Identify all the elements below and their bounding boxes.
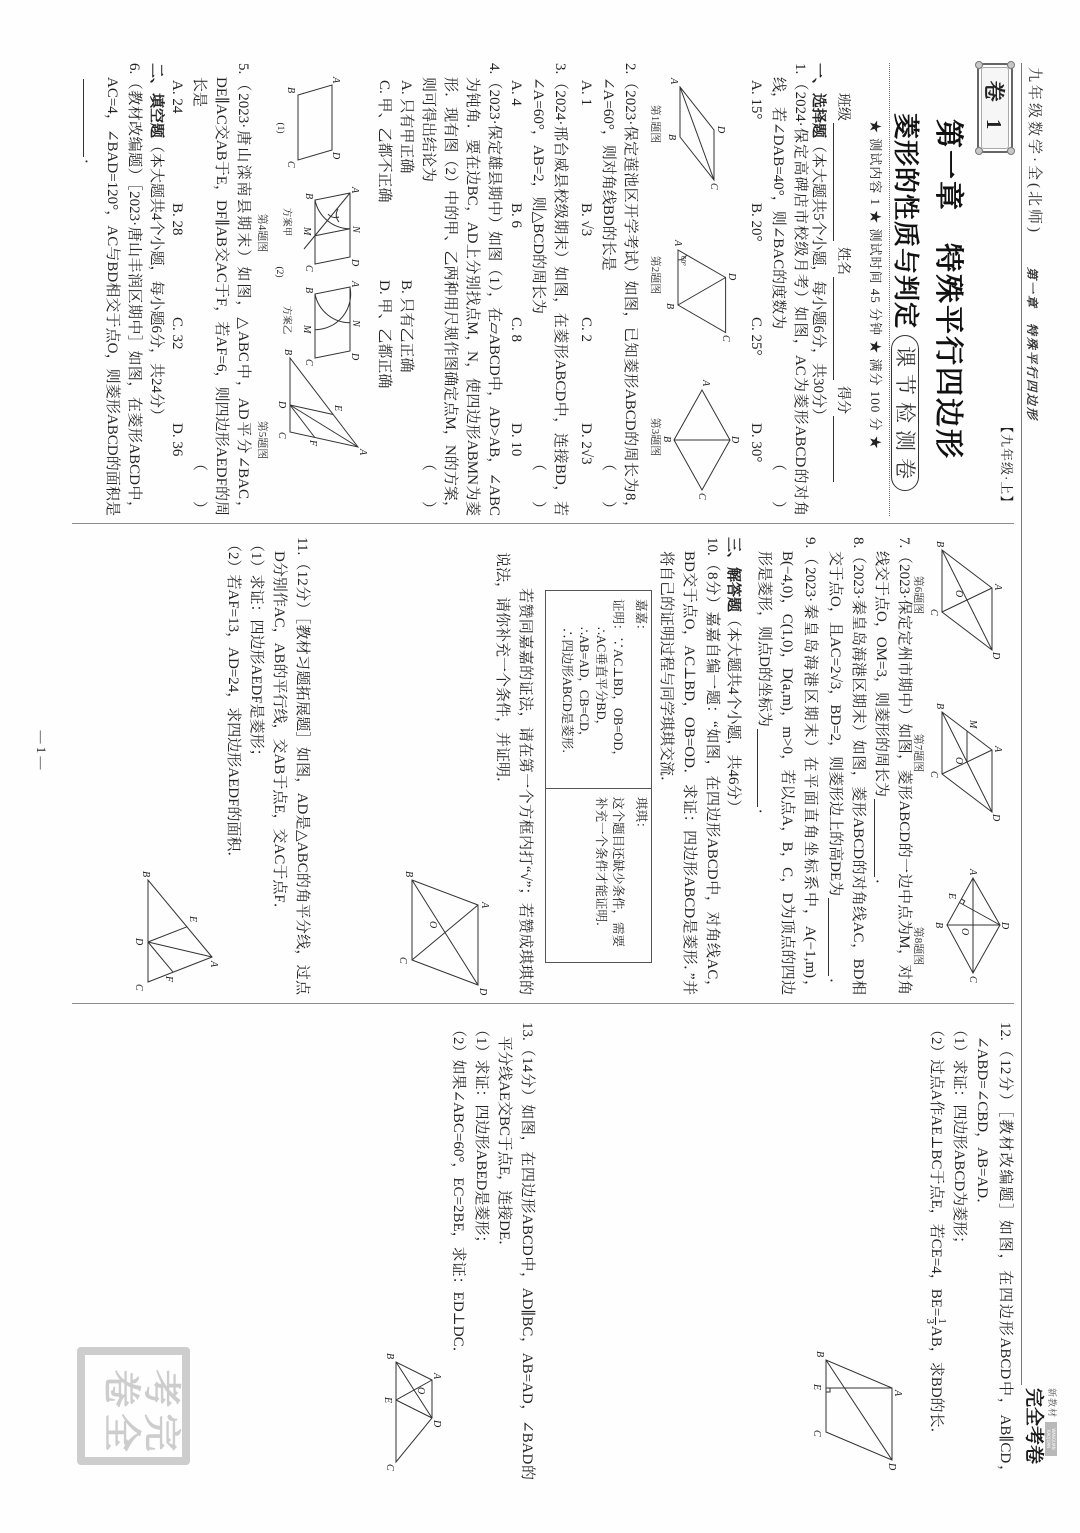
vertex-label: A [668, 78, 679, 85]
fraction [924, 1317, 947, 1325]
subtitle-tag: 课节检测卷 [891, 335, 919, 491]
answer-bracket: （ ） [530, 455, 546, 516]
option-d: D. 甲、乙都正确 [376, 280, 392, 389]
answer-blank [874, 799, 889, 877]
vertex-label: D [726, 273, 737, 281]
vertex-label: A [330, 77, 341, 84]
options [745, 80, 767, 516]
question-number: 6. [126, 63, 142, 75]
vertex-label: O [415, 1387, 426, 1395]
vertex-label: D [349, 353, 360, 361]
question-stem [752, 537, 821, 995]
figure-caption: 第5题图 [256, 420, 268, 460]
question-4 [373, 63, 505, 516]
brand-logo [1020, 1388, 1058, 1474]
answer-bracket: （ ） [770, 455, 786, 516]
jiajia-proof-cell [546, 591, 651, 789]
vertex-label: A [479, 902, 490, 909]
question-stem [970, 1022, 1016, 1480]
option-a: A. 1 [578, 80, 594, 106]
figure-q5-triangle [273, 345, 368, 457]
sub-question-2: （2）若AF=13，AD=24，求四边形AEDF的面积． [225, 537, 241, 867]
question-text: （14分）如图，在四边形ABCD中，AD∥BC，AB=AD，∠BAD的平分线AE交BC于点E，连接DE． [496, 1036, 535, 1480]
question-tail: ． [82, 159, 98, 175]
vertex-label: N [350, 320, 361, 327]
figure-q4-parallelogram [273, 72, 345, 172]
publisher-seal-stamp [77, 1347, 190, 1465]
vertex-label: A [700, 380, 711, 387]
question-text: （8分）嘉嘉自编一题：“如图，在四边形ABCD中，对角线AC，BD交于点O，AC⊥BD，OB=OD．求证：四边形ABCD是菱形．”并将自己的证明过程与同学琪琪交流． [658, 551, 720, 995]
score-blank [833, 416, 849, 482]
question-12 [924, 1022, 1016, 1480]
question-number: 11. [294, 537, 310, 556]
vertex-label: A [967, 869, 978, 876]
vertex-label: N [350, 226, 361, 233]
vertex-label: C [397, 957, 408, 964]
vertex-label: B [303, 193, 314, 200]
question-number: 10. [704, 537, 720, 556]
question-number: 5. [235, 63, 251, 75]
section-title: 三、解答题 [725, 537, 741, 613]
grade-tag: 【九年级·上】 [999, 420, 1014, 510]
question-text: （2024·邢台威县校级期末）如图，在菱形ABCD中，连接BD，若∠A=60°，AB=2，则△BCD的周长为 [530, 74, 568, 516]
question-9 [752, 537, 821, 995]
figure-caption: 第3题图 [649, 417, 661, 457]
question-number: 7. [896, 537, 912, 549]
stamp-text: 完全考卷 [102, 1363, 182, 1449]
vertex-label: C [133, 984, 144, 991]
sub-question-1: （1）求证：四边形ABED是菱形； [473, 1022, 489, 1251]
badge-corner-ornament [1007, 147, 1015, 155]
question-text: （12分）［教材习题拓展题］如图，AD是△ABC的角平分线，过点D分别作AC，AB的平行线，交AB于点E，交AC于点F． [271, 551, 310, 995]
vertex-label: B [814, 1351, 825, 1358]
vertex-label: B [303, 287, 314, 294]
subfigure-label: (2) [274, 266, 284, 278]
class-blank [833, 123, 849, 241]
question-tail: ． [756, 808, 772, 824]
column-divider [72, 523, 1014, 524]
qiqi-opinion-cell [546, 789, 651, 962]
option-a: A. 4 [508, 80, 524, 106]
question-6 [79, 63, 145, 516]
sub-question-text: AB，求BD的长． [928, 1325, 944, 1443]
question-3 [505, 63, 571, 516]
vertex-label: B [933, 922, 944, 929]
vertex-label: O [953, 590, 964, 598]
header-rule [1021, 63, 1022, 1385]
question-stem [597, 63, 641, 516]
vertex-label: E [332, 405, 343, 412]
vertex-label: E [382, 1397, 393, 1404]
vertex-label: A [672, 240, 683, 247]
question-text: （2023·保定莲池区开学考试）如图，已知菱形ABCD的周长为8，∠A=60°，则对角线BD的长是 [600, 74, 638, 516]
page-number: — 1 — [34, 730, 49, 770]
vertex-label: C [720, 335, 731, 342]
fraction-denominator: 3 [923, 1318, 936, 1324]
badge-corner-ornament [975, 147, 983, 155]
vertex-label: C [303, 265, 314, 272]
figure-q12-rhombus [808, 1348, 906, 1476]
answer-blank [83, 79, 98, 157]
fraction-numerator: 1 [935, 1318, 948, 1324]
badge-corner-ornament [1007, 61, 1015, 69]
logo-pinyin-tag: WANQUAN KAOJUAN [1046, 1422, 1058, 1456]
vertex-label: B [384, 1353, 395, 1360]
question-13 [446, 1022, 538, 1480]
question-10-instruction: 若赞同嘉嘉的证法，请在第一个方框内打“√”；若赞成琪琪的说法，请你补充一个条件，并证明． [494, 552, 533, 995]
angle-label: 60° [679, 256, 687, 266]
option-d: D. 10 [508, 423, 524, 457]
proof-discussion-box [545, 590, 652, 963]
question-stem [417, 63, 505, 516]
vertex-label: C [696, 493, 707, 500]
vertex-label: C [967, 976, 978, 983]
vertex-label: D [349, 259, 360, 267]
question-tail: ． [873, 878, 889, 894]
vertex-label: D [133, 938, 144, 946]
answer-blank [828, 898, 843, 976]
question-text: （2023·保定雄县期中）如图（1），在▱ABCD中，AD>AB，∠ABC为钝角．要在边BC，AD上分别找点M，N，使四边形ABMN为菱形．现有图（2）中的甲、乙两种用尺规作图确定点M，N的方案，则可得出结论为 [420, 74, 502, 516]
question-text: （教材改编题）［2023·唐山丰润区期中］如图，在菱形ABCD中，AC=4，∠BAD=120°，AC与BD相交于点O，则菱形ABCD的面积是 [104, 74, 142, 516]
option-a: A. 15° [748, 80, 764, 120]
figure-q7-rhombus [926, 700, 1008, 830]
vertex-label: E [187, 916, 198, 923]
jiajia-name: 嘉嘉： [634, 599, 648, 637]
sub-question-text: （2）过点A作AE⊥BC于点E，若CE=4，BE= [928, 1022, 944, 1317]
question-1 [745, 63, 811, 516]
section-desc: （本大题共4个小题，每小题6分，共24分） [148, 138, 164, 424]
option-c: C. 25° [748, 317, 764, 356]
vertex-label: D [990, 814, 1001, 822]
options [505, 80, 527, 516]
score-label: 得分 [835, 386, 850, 414]
vertex-label: B [661, 436, 672, 443]
vertex-label: B [664, 303, 675, 310]
question-number: 1. [792, 63, 808, 75]
question-8 [823, 537, 869, 995]
figure-q2-rhombus [665, 235, 740, 350]
option-c: C. 甲、乙都不正确 [376, 80, 392, 203]
badge-corner-ornament [975, 61, 983, 69]
proof-line: ∴AC垂直平分BD， [594, 627, 608, 733]
vertex-label: A [349, 187, 360, 194]
name-label: 姓名 [835, 247, 850, 275]
vertex-label: D [999, 922, 1010, 930]
figure-q11-triangle [130, 865, 222, 995]
vertex-label: O [427, 921, 438, 929]
question-tail: ． [827, 978, 843, 994]
option-a: A. 24 [169, 80, 185, 114]
vertex-label: D [477, 988, 488, 996]
question-text: （2023·唐山滦南县期末）如图，△ABC中，AD平分∠BAC，DE∥AC交AB于E，DF∥AB交AC于F，若AF=6，则四边形AEDF的周长是 [191, 74, 251, 516]
vertex-label: B [934, 541, 945, 548]
question-number: 13. [519, 1022, 535, 1041]
vertex-label: O [959, 928, 970, 936]
figure-q8-rhombus [930, 862, 1012, 987]
section-title: 二、填空题 [148, 63, 164, 139]
vertex-label: A [208, 961, 219, 968]
subfigure-label: (1) [275, 122, 285, 134]
answer-bracket: （ ） [420, 455, 436, 516]
vertex-label: C [285, 161, 296, 168]
sub-question-2: （2）如果∠ABC=60°，EC=2BE，求证：ED⊥DC． [450, 1022, 466, 1362]
vertex-label: D [886, 1463, 897, 1471]
dotted-divider [889, 63, 890, 516]
proof-line: 证明：∵AC⊥BD，OB=OD， [611, 599, 625, 763]
logo-wordmark: 完全考卷 [1023, 1388, 1045, 1465]
vertex-label: A [992, 746, 1003, 753]
answer-blank [757, 729, 772, 807]
option-b: B. 28 [169, 203, 185, 236]
vertex-label: D [715, 126, 726, 134]
figure-caption: 第1题图 [649, 104, 661, 144]
vertex-label: C [384, 1464, 395, 1471]
sub-question-1: （1）求证：四边形ABCD为菱形； [951, 1022, 967, 1252]
question-stem [823, 537, 869, 995]
name-blank [833, 277, 849, 380]
question-text: （12分）［教材改编题］如图，在四边形ABCD中，AB∥CD，∠ABD=∠CBD，AB=AD． [974, 1036, 1013, 1480]
question-number: 9. [802, 537, 818, 549]
section-title: 一、选择题 [810, 63, 826, 139]
vertex-label: F [163, 976, 174, 983]
option-c: C. 32 [169, 317, 185, 350]
question-5 [166, 63, 254, 516]
question-stem [188, 63, 254, 516]
vertex-label: C [928, 609, 939, 616]
vertex-label: C [708, 183, 719, 190]
figure-caption: 第4题图 [256, 213, 268, 253]
logo-top-row [1045, 1388, 1058, 1474]
vertex-label: D [729, 436, 740, 444]
options [575, 80, 597, 516]
option-b: B. 只有乙正确 [398, 280, 414, 373]
question-stem [492, 1022, 538, 1480]
question-stem [869, 537, 915, 995]
vertex-label: B [140, 871, 151, 878]
subtitle-text: 菱形的性质与判定 [891, 113, 920, 330]
running-header-chapter: 第一章 特殊平行四边形 [1025, 267, 1039, 422]
proof-line: ∴四边形ABCD是菱形． [560, 627, 574, 762]
vertex-label: B [934, 703, 945, 710]
figure-caption: 第2题图 [649, 255, 661, 295]
vertex-label: A [431, 1373, 442, 1380]
question-number: 4. [486, 63, 502, 75]
vertex-label: D [990, 652, 1001, 660]
page-subtitle [890, 113, 920, 491]
option-b: B. √3 [578, 203, 594, 237]
sub-question-1: （1）求证：四边形AEDF是菱形； [248, 537, 264, 764]
section-header-answer [722, 537, 744, 815]
vertex-label: A [892, 1390, 903, 1397]
student-info-fields [833, 93, 851, 488]
option-b: B. 6 [508, 203, 524, 229]
vertex-label: E [811, 1384, 822, 1391]
scheme-a-label: 方案甲 [281, 207, 291, 237]
option-d: D. 36 [169, 423, 185, 457]
question-7 [869, 537, 915, 995]
vertex-label: M [301, 227, 312, 236]
figure-q3-rhombus [662, 378, 740, 503]
vertex-label: D [330, 152, 341, 160]
qiqi-text: 这个题目还缺少条件，需要补充一个条件才能证明． [594, 797, 625, 948]
section-header-fill [145, 63, 167, 423]
figure-caption: 第8题图 [912, 926, 924, 966]
section-desc: （本大题共4个小题，共46分） [725, 612, 741, 815]
question-text: （2024·保定高碑店市校级月考）如图，AC为菱形ABCD的对角线，若∠DAB=40°，则∠BAC的度数为 [770, 74, 808, 516]
question-number: 8. [850, 537, 866, 549]
options [373, 80, 417, 516]
figure-q1-rhombus [665, 70, 730, 200]
vertex-label: C [928, 771, 939, 778]
option-c: C. 2 [578, 317, 594, 343]
column-divider [72, 1003, 1014, 1004]
figure-q6-rhombus [926, 535, 1008, 665]
vertex-label: C [276, 432, 287, 439]
question-number: 12. [997, 1022, 1013, 1041]
option-d: D. 2√3 [578, 423, 594, 465]
name-field [833, 247, 851, 380]
options [166, 80, 188, 516]
running-header-book-title: 九年级数学·全(北师) [1026, 67, 1042, 235]
test-meta: ★ 测试内容 1 ★ 测试时间 45 分钟 ★ 满分 100 分 ★ [868, 120, 883, 450]
vertex-label: C [811, 1430, 822, 1437]
page-title: 第一章 特殊平行四边形 [932, 118, 964, 460]
answer-bracket: （ ） [600, 455, 616, 516]
question-2 [575, 63, 641, 516]
class-label: 班级 [835, 93, 850, 121]
vertex-label: F [307, 440, 318, 447]
question-stem [767, 63, 811, 516]
figure-caption: 第7题图 [912, 733, 924, 773]
badge-label: 卷 1 [982, 80, 1006, 136]
question-stem [79, 63, 145, 516]
vertex-label: A [357, 449, 368, 456]
vertex-label: M [967, 720, 978, 729]
question-10 [654, 537, 723, 995]
figure-q4-construction-schemes [272, 180, 362, 372]
vertex-label: D [276, 401, 287, 409]
vertex-label: B [282, 349, 293, 356]
vertex-label: A [992, 584, 1003, 591]
option-d: D. 30° [748, 423, 764, 463]
scheme-b-label: 方案乙 [281, 305, 291, 335]
option-c: C. 8 [508, 317, 524, 343]
logo-new-textbook-text: 新教材 [1047, 1388, 1057, 1419]
vertex-label: D [431, 1420, 442, 1428]
question-stem [654, 537, 723, 995]
question-text: （2023·秦皇岛海港区期末）在平面直角坐标系中，A(−1,m)，B(−4,0)，C(1,0)，D(a,m)，m>0，若以点A，B，C，D为顶点的四边形是菱形，则点D的坐标为 [756, 548, 818, 995]
score-field [833, 386, 851, 482]
sub-question-2 [924, 1022, 947, 1480]
qiqi-name: 琪琪： [634, 797, 648, 835]
paper-number-badge [977, 63, 1013, 153]
figure-q10-quadrilateral [396, 865, 492, 995]
vertex-label: A [349, 281, 360, 288]
option-a: A. 只有甲正确 [398, 80, 414, 174]
option-b: B. 20° [748, 203, 764, 242]
class-field [833, 93, 851, 241]
question-number: 2. [622, 63, 638, 75]
vertex-label: C [303, 359, 314, 366]
figure-q13-trapezoid [380, 1348, 446, 1476]
vertex-label: O [953, 757, 964, 765]
figure-caption: 第6题图 [912, 575, 924, 615]
vertex-label: E [946, 893, 957, 900]
section-desc: （本大题共5个小题，每小题6分，共30分） [810, 138, 826, 424]
vertex-label: B [403, 871, 414, 878]
question-stem [267, 537, 313, 995]
vertex-label: M [301, 325, 312, 334]
question-number: 3. [552, 63, 568, 75]
question-text: （2023·保定定州市期中）如图，菱形ABCD的一边中点为M，对角线交于点O，OM=3，则菱形的周长为 [873, 548, 912, 995]
question-text: （2023·秦皇岛海港区期末）如图，菱形ABCD的对角线AC，BD相交于点O，且AC=2√3，BD=2，则菱形边上的高DE为 [827, 548, 866, 995]
proof-line: ∴AB=AD，CB=CD， [577, 627, 591, 744]
vertex-label: B [666, 134, 677, 141]
vertex-label: B [285, 87, 296, 94]
answer-bracket: （ ） [191, 455, 207, 516]
question-stem [527, 63, 571, 516]
question-11 [221, 537, 313, 995]
